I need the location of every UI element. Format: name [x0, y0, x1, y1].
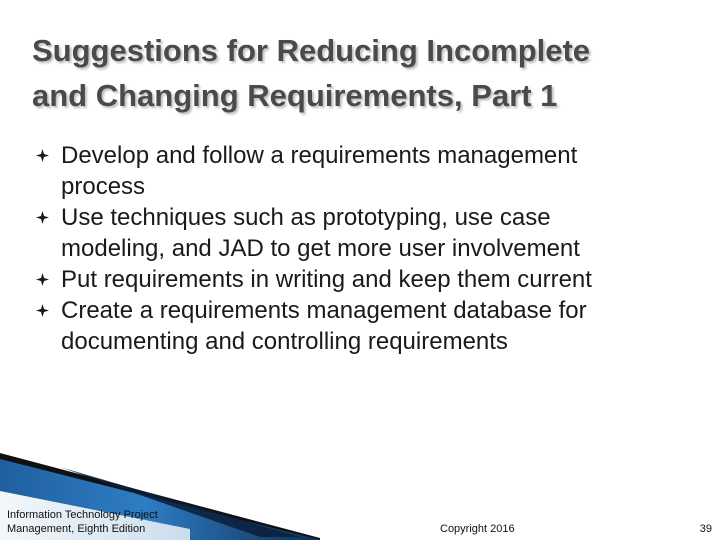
four-pointed-star-icon: [36, 149, 49, 162]
footer-copyright: Copyright 2016: [440, 523, 515, 535]
bullet-text: modeling, and JAD to get more user involvement: [61, 235, 580, 262]
bullet-item: [36, 202, 686, 264]
title-line: and Changing Requirements, Part 1: [32, 78, 558, 113]
bullet-item: [36, 264, 686, 295]
slide-title: [32, 28, 702, 118]
bullet-text: Develop and follow a requirements management: [61, 142, 578, 169]
four-pointed-star-icon: [36, 273, 49, 286]
bullet-text: process: [61, 173, 146, 200]
bullet-item: [36, 295, 686, 357]
bullet-text: Use techniques such as prototyping, use case: [61, 204, 551, 231]
footer-book-title: [7, 508, 158, 536]
bullet-item: [36, 140, 686, 202]
bullet-text: Put requirements in writing and keep them current: [61, 266, 592, 293]
page-number: 39: [699, 523, 712, 535]
bullet-text: documenting and controlling requirements: [61, 328, 508, 355]
footer-book-line: Management, Eighth Edition: [7, 523, 146, 535]
bullet-text: Create a requirements management database for: [61, 297, 587, 324]
four-pointed-star-icon: [36, 211, 49, 224]
footer-book-line: Information Technology Project: [7, 509, 158, 521]
title-line: Suggestions for Reducing Incomplete: [32, 33, 591, 68]
four-pointed-star-icon: [36, 304, 49, 317]
bullet-list: [36, 140, 686, 357]
